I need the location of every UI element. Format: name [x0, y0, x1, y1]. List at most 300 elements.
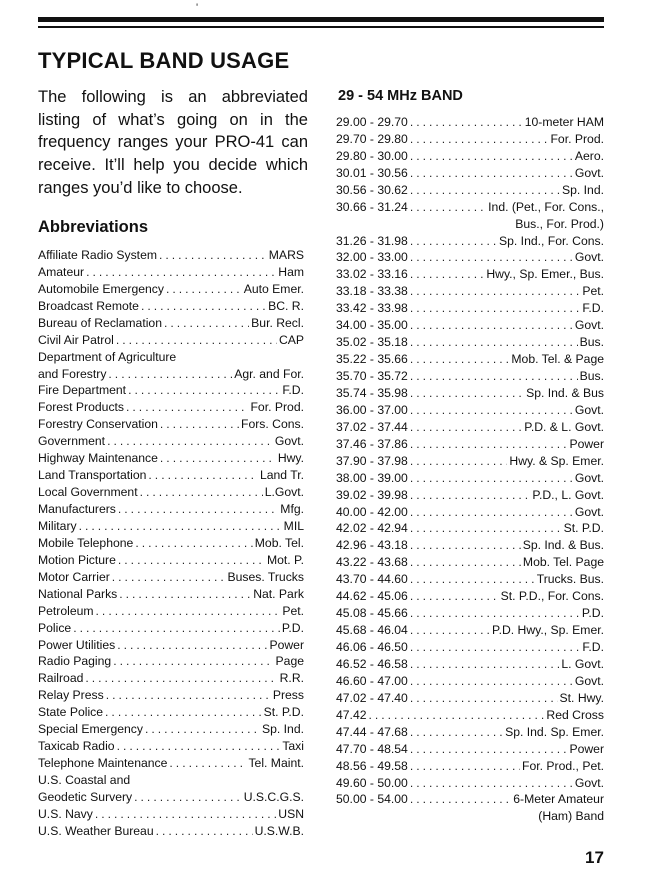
abbreviation-name: Taxicab Radio — [38, 739, 115, 754]
band-item — [336, 334, 604, 351]
dot-leader — [410, 351, 510, 368]
frequency-range: 31.26 - 31.98 — [336, 233, 408, 248]
abbreviation-name: Forest Products — [38, 400, 125, 415]
intro-paragraph: The following is an abbreviated listing of what’s going on in the frequency ranges your PRO-41 can receive. It’ll help you decide which ranges you’d like to choose. — [38, 88, 308, 197]
band-row — [336, 385, 604, 402]
band-use: Govt. — [574, 402, 604, 417]
abbreviation-item — [38, 721, 304, 738]
dot-leader — [410, 588, 499, 605]
band-use: Govt. — [574, 318, 604, 333]
abbreviation-code: P.D. — [281, 620, 304, 635]
header-rule-thin — [38, 26, 604, 28]
abbreviation-row — [38, 569, 304, 586]
dot-leader — [96, 603, 281, 620]
band-use: Govt. — [574, 165, 604, 180]
abbreviation-item — [38, 552, 304, 569]
frequency-range: 33.18 - 33.38 — [336, 284, 408, 299]
band-item — [336, 300, 604, 317]
abbreviation-row — [38, 670, 304, 687]
abbreviation-row — [38, 501, 304, 518]
abbreviation-row — [38, 755, 304, 772]
frequency-range: 50.00 - 54.00 — [336, 792, 408, 807]
band-use: Govt. — [574, 470, 604, 485]
abbreviation-row — [38, 637, 304, 654]
dot-leader — [410, 165, 573, 182]
page-number: 17 — [585, 848, 604, 867]
band-use: Govt. — [574, 673, 604, 688]
band-use-continued: Bus., For. Prod.) — [515, 216, 604, 231]
abbreviation-code: St. P.D. — [263, 705, 304, 720]
band-item — [336, 148, 604, 165]
dot-leader — [410, 249, 573, 266]
abbreviation-item — [38, 332, 304, 349]
frequency-range: 36.00 - 37.00 — [336, 402, 408, 417]
frequency-range: 35.74 - 35.98 — [336, 385, 408, 400]
band-row — [336, 114, 604, 131]
frequency-range: 33.42 - 33.98 — [336, 301, 408, 316]
abbreviation-code: Sp. Ind. — [261, 722, 304, 737]
abbreviation-item — [38, 806, 304, 823]
abbreviation-code: Fors. Cons. — [241, 417, 304, 432]
abbreviation-code: Mfg. — [280, 502, 304, 517]
band-item — [336, 521, 604, 538]
band-row — [336, 487, 604, 504]
band-row — [336, 605, 604, 622]
abbreviation-item — [38, 433, 304, 450]
abbreviation-row — [38, 247, 304, 264]
abbreviation-code: CAP — [278, 332, 304, 347]
band-row — [336, 453, 604, 470]
dot-leader — [410, 419, 522, 436]
band-use: Sp. Ind. & Bus. — [522, 538, 604, 553]
dot-leader — [156, 823, 253, 840]
abbreviation-item — [38, 399, 304, 416]
dot-leader — [410, 266, 485, 283]
abbreviation-item — [38, 298, 304, 315]
band-item — [336, 605, 604, 622]
dot-leader — [410, 453, 508, 470]
frequency-range: 39.02 - 39.98 — [336, 487, 408, 502]
band-use: Govt. — [574, 504, 604, 519]
frequency-range: 49.60 - 50.00 — [336, 775, 408, 790]
abbreviation-row — [38, 738, 304, 755]
frequency-range: 42.96 - 43.18 — [336, 538, 408, 553]
frequency-range: 38.00 - 39.00 — [336, 470, 408, 485]
abbreviation-item — [38, 704, 304, 721]
band-row — [336, 334, 604, 351]
band-row — [336, 233, 604, 250]
band-row — [336, 419, 604, 436]
band-row — [336, 758, 604, 775]
abbreviation-code: MARS — [268, 247, 304, 262]
abbreviation-item — [38, 450, 304, 467]
band-item — [336, 131, 604, 148]
frequency-range: 40.00 - 42.00 — [336, 504, 408, 519]
abbreviation-name: Motor Carrier — [38, 569, 110, 584]
band-heading: 29 - 54 MHz BAND — [338, 88, 463, 104]
abbreviation-item — [38, 637, 304, 654]
band-row — [336, 656, 604, 673]
abbreviation-item — [38, 772, 304, 789]
band-row — [336, 182, 604, 199]
band-item — [336, 588, 604, 605]
band-row — [336, 724, 604, 741]
frequency-range: 46.52 - 46.58 — [336, 656, 408, 671]
abbreviation-row — [38, 264, 304, 281]
band-item — [336, 165, 604, 182]
dot-leader — [145, 721, 260, 738]
abbreviation-item — [38, 383, 304, 400]
band-row — [336, 199, 604, 216]
abbreviation-code: Auto Emer. — [243, 281, 304, 296]
band-use: 10-meter HAM — [524, 114, 604, 129]
band-row — [336, 775, 604, 792]
frequency-range: 33.02 - 33.16 — [336, 267, 408, 282]
band-use: Power — [569, 436, 604, 451]
band-item — [336, 775, 604, 792]
dot-leader — [117, 637, 267, 654]
band-use: Power — [569, 741, 604, 756]
abbreviation-name: U.S. Weather Bureau — [38, 823, 154, 838]
dot-leader — [73, 620, 280, 637]
dot-leader — [369, 707, 545, 724]
abbreviation-item — [38, 620, 304, 637]
band-item — [336, 385, 604, 402]
abbreviation-item — [38, 823, 304, 840]
band-item — [336, 792, 604, 826]
band-item — [336, 199, 604, 233]
dot-leader — [410, 199, 486, 216]
band-row — [336, 690, 604, 707]
frequency-range: 30.66 - 31.24 — [336, 199, 408, 214]
abbreviation-code: U.S.C.G.S. — [243, 789, 304, 804]
abbreviation-row — [38, 450, 304, 467]
band-use: Sp. Ind., For. Cons. — [499, 233, 604, 248]
dot-leader — [141, 298, 266, 315]
band-use: Govt. — [574, 250, 604, 265]
band-item — [336, 639, 604, 656]
abbreviation-code: L.Govt. — [264, 485, 304, 500]
abbreviation-name: Fire Department — [38, 383, 127, 398]
abbreviation-item — [38, 670, 304, 687]
dot-leader — [86, 264, 276, 281]
dot-leader — [112, 569, 226, 586]
abbreviation-name: Railroad — [38, 671, 84, 686]
abbreviation-row — [38, 603, 304, 620]
frequency-range: 44.62 - 45.06 — [336, 589, 408, 604]
abbreviation-name: Amateur — [38, 264, 85, 279]
dot-leader — [128, 382, 280, 399]
abbreviation-code: Govt. — [274, 434, 304, 449]
frequency-range: 37.90 - 37.98 — [336, 453, 408, 468]
abbreviation-code: Land Tr. — [259, 468, 304, 483]
dot-leader — [410, 385, 524, 402]
dot-leader — [113, 653, 273, 670]
abbreviation-name: Radio Paging — [38, 654, 112, 669]
band-item — [336, 554, 604, 571]
abbreviation-row — [38, 383, 304, 400]
abbreviation-item — [38, 349, 304, 366]
abbreviation-item — [38, 416, 304, 433]
abbreviation-code: F.D. — [282, 383, 304, 398]
abbreviation-row — [38, 806, 304, 823]
abbreviation-name: Relay Press — [38, 688, 104, 703]
abbreviation-row — [38, 518, 304, 535]
frequency-range: 46.60 - 47.00 — [336, 673, 408, 688]
dot-leader — [118, 501, 278, 518]
band-use: Sp. Ind. & Bus — [526, 385, 604, 400]
abbreviation-name: Telephone Maintenance — [38, 756, 168, 771]
abbreviation-row — [38, 399, 304, 416]
abbreviation-code: Press — [272, 688, 304, 703]
band-row — [336, 537, 604, 554]
dot-leader — [410, 487, 531, 504]
band-use: Bus. — [579, 335, 604, 350]
abbreviation-code: BC. R. — [268, 298, 304, 313]
band-row — [336, 165, 604, 182]
abbreviation-name: Military — [38, 518, 77, 533]
band-item — [336, 690, 604, 707]
band-row — [336, 148, 604, 165]
abbreviation-item — [38, 501, 304, 518]
dot-leader — [119, 586, 251, 603]
band-use: 6-Meter Amateur — [513, 792, 604, 807]
frequency-range: 35.02 - 35.18 — [336, 335, 408, 350]
band-use: Pet. — [582, 284, 604, 299]
band-row — [336, 470, 604, 487]
abbreviation-item — [38, 755, 304, 772]
abbreviation-name: Automobile Emergency — [38, 281, 164, 296]
dot-leader — [410, 402, 573, 419]
frequency-range: 34.00 - 35.00 — [336, 318, 408, 333]
abbreviation-item — [38, 569, 304, 586]
band-item — [336, 758, 604, 775]
abbreviation-row — [38, 281, 304, 298]
band-use: P.D. — [581, 606, 604, 621]
abbreviation-name: Bureau of Reclamation — [38, 315, 162, 330]
abbreviation-code: USN — [278, 806, 304, 821]
band-use: St. Hwy. — [559, 690, 604, 705]
dot-leader — [117, 738, 281, 755]
band-item — [336, 419, 604, 436]
band-use: Aero. — [574, 148, 604, 163]
abbreviation-code: Ham — [278, 264, 304, 279]
band-row — [336, 521, 604, 538]
abbreviation-name: Government — [38, 434, 106, 449]
dot-leader — [410, 622, 490, 639]
abbreviation-code: MIL — [283, 518, 304, 533]
abbreviation-item — [38, 264, 304, 281]
band-use: F.D. — [582, 640, 604, 655]
band-row — [336, 554, 604, 571]
dot-leader — [410, 673, 573, 690]
abbreviation-item — [38, 535, 304, 552]
abbreviation-code: U.S.W.B. — [254, 823, 304, 838]
abbreviation-name: Police — [38, 620, 72, 635]
abbreviation-code: Nat. Park — [253, 586, 304, 601]
band-item — [336, 182, 604, 199]
dot-leader — [410, 571, 535, 588]
band-row — [336, 131, 604, 148]
dot-leader — [410, 114, 523, 131]
band-use: Trucks. Bus. — [536, 572, 604, 587]
dot-leader — [116, 332, 277, 349]
frequency-range: 47.02 - 47.40 — [336, 690, 408, 705]
abbreviation-name: Mobile Telephone — [38, 535, 134, 550]
band-use: Govt. — [574, 775, 604, 790]
abbreviation-item — [38, 687, 304, 704]
dot-leader — [160, 416, 239, 433]
band-use: Bus. — [579, 369, 604, 384]
band-use: Sp. Ind. — [561, 182, 604, 197]
abbreviation-name: Power Utilities — [38, 637, 116, 652]
band-item — [336, 351, 604, 368]
dot-leader — [126, 399, 248, 416]
band-row — [336, 707, 604, 724]
abbreviation-item — [38, 281, 304, 298]
abbreviation-row — [38, 332, 304, 349]
dot-leader — [85, 670, 277, 687]
abbreviation-item — [38, 789, 304, 806]
abbreviation-code: Tel. Maint. — [248, 756, 304, 771]
abbreviation-row — [38, 298, 304, 315]
dot-leader — [108, 366, 232, 383]
dot-leader — [410, 690, 558, 707]
frequency-range: 30.56 - 30.62 — [336, 182, 408, 197]
dot-leader — [410, 520, 562, 537]
band-use: L. Govt. — [561, 656, 604, 671]
dot-leader — [79, 518, 282, 535]
band-row — [336, 504, 604, 521]
abbreviation-name: Geodetic Survery — [38, 789, 133, 804]
abbreviation-code: Mot. P. — [266, 552, 304, 567]
band-item — [336, 741, 604, 758]
band-row — [336, 792, 604, 809]
band-item — [336, 673, 604, 690]
dot-leader — [166, 281, 242, 298]
frequency-range: 32.00 - 33.00 — [336, 250, 408, 265]
abbreviation-code: For. Prod. — [250, 400, 304, 415]
band-item — [336, 402, 604, 419]
dot-leader — [410, 131, 549, 148]
band-item — [336, 571, 604, 588]
abbreviation-name: U.S. Navy — [38, 806, 93, 821]
abbreviation-item — [38, 586, 304, 603]
abbreviation-name: Affiliate Radio System — [38, 247, 157, 262]
band-use: Red Cross — [546, 707, 604, 722]
abbreviations-heading: Abbreviations — [38, 218, 149, 236]
abbreviation-row — [38, 721, 304, 738]
band-item — [336, 622, 604, 639]
abbreviation-item — [38, 467, 304, 484]
frequency-range: 46.06 - 46.50 — [336, 640, 408, 655]
abbreviation-name: State Police — [38, 705, 104, 720]
abbreviation-code: Hwy. — [277, 451, 304, 466]
abbreviations-list — [38, 247, 304, 840]
frequency-range: 30.01 - 30.56 — [336, 165, 408, 180]
abbreviation-item — [38, 484, 304, 501]
abbreviation-code: Power — [269, 637, 304, 652]
abbreviation-name: Motion Picture — [38, 552, 116, 567]
band-item — [336, 453, 604, 470]
band-item — [336, 368, 604, 385]
abbreviation-name: Land Transportation — [38, 468, 147, 483]
abbreviation-row — [38, 416, 304, 433]
band-row — [336, 250, 604, 267]
dot-leader — [410, 148, 573, 165]
dot-leader — [410, 317, 573, 334]
dot-leader — [410, 334, 578, 351]
abbreviation-name: Highway Maintenance — [38, 451, 158, 466]
band-item — [336, 470, 604, 487]
dot-leader — [140, 484, 263, 501]
abbreviation-item — [38, 603, 304, 620]
abbreviation-row — [38, 535, 304, 552]
band-use: Hwy. & Sp. Emer. — [509, 453, 604, 468]
abbreviation-name: Department of Agriculture — [38, 349, 177, 364]
band-item — [336, 283, 604, 300]
abbreviation-row — [38, 704, 304, 721]
dot-leader — [410, 605, 580, 622]
abbreviation-name: Broadcast Remote — [38, 298, 139, 313]
band-item — [336, 724, 604, 741]
abbreviation-row — [38, 315, 304, 332]
dot-leader — [410, 368, 578, 385]
frequency-range: 43.22 - 43.68 — [336, 555, 408, 570]
frequency-range: 29.80 - 30.00 — [336, 148, 408, 163]
frequency-range: 35.70 - 35.72 — [336, 369, 408, 384]
band-use-continued: (Ham) Band — [538, 809, 604, 824]
abbreviation-row — [38, 823, 304, 840]
header-rule-thick — [38, 17, 604, 22]
frequency-range: 47.70 - 48.54 — [336, 741, 408, 756]
frequency-range: 47.42 — [336, 707, 367, 722]
abbreviation-name: Special Emergency — [38, 722, 143, 737]
band-row — [336, 317, 604, 334]
band-use: P.D. & L. Govt. — [524, 419, 604, 434]
abbreviation-code: Bur. Recl. — [251, 315, 304, 330]
abbreviation-item — [38, 247, 304, 264]
abbreviation-row — [38, 789, 304, 806]
frequency-range: 35.22 - 35.66 — [336, 352, 408, 367]
band-row — [336, 741, 604, 758]
dot-leader — [135, 535, 252, 552]
dot-leader — [410, 775, 573, 792]
frequency-range: 45.08 - 45.66 — [336, 606, 408, 621]
abbreviation-item — [38, 518, 304, 535]
dot-leader — [410, 741, 568, 758]
abbreviation-name: Local Government — [38, 485, 138, 500]
band-row — [336, 351, 604, 368]
frequency-range: 37.02 - 37.44 — [336, 419, 408, 434]
frequency-range: 45.68 - 46.04 — [336, 623, 408, 638]
band-use: P.D. Hwy., Sp. Emer. — [492, 623, 604, 638]
abbreviation-code: Pet. — [282, 603, 304, 618]
abbreviation-name: Manufacturers — [38, 502, 116, 517]
band-item — [336, 266, 604, 283]
band-item — [336, 436, 604, 453]
dot-leader — [410, 300, 581, 317]
abbreviation-code: Page — [275, 654, 304, 669]
band-item — [336, 114, 604, 131]
band-use: P.D., L. Govt. — [532, 487, 604, 502]
band-use: For. Prod. — [550, 131, 604, 146]
abbreviation-code: R.R. — [279, 671, 304, 686]
abbreviation-item — [38, 315, 304, 332]
dot-leader — [106, 687, 271, 704]
abbreviation-name: Forestry Conservation — [38, 417, 158, 432]
abbreviation-code: Mob. Tel. — [254, 535, 304, 550]
